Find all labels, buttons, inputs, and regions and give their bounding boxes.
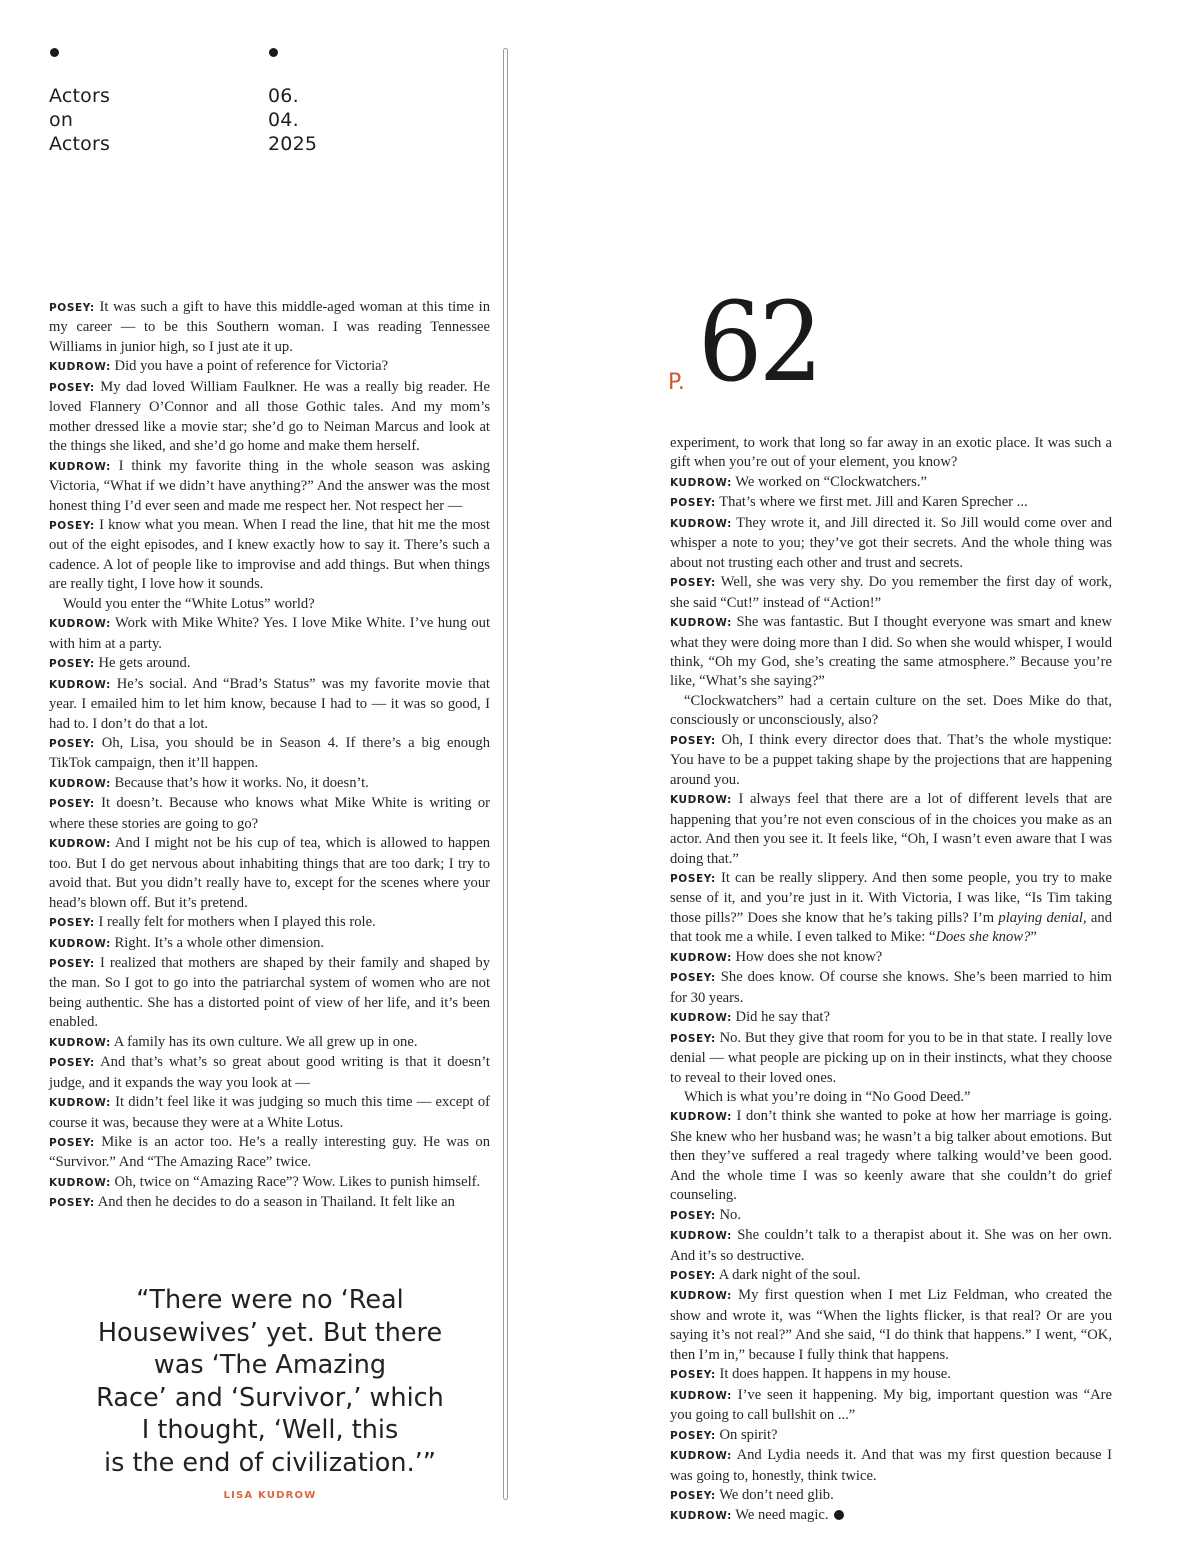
dialogue-text: We need magic. [731,1507,829,1524]
pull-quote-attribution: LISA KUDROW [223,1490,317,1501]
dialogue-paragraph [49,675,490,734]
speaker-label: POSEY: [670,1270,716,1283]
speaker-label: POSEY: [670,1209,716,1222]
speaker-label: KUDROW: [49,678,111,691]
dialogue-text: My first question when I met Liz Feldman, who created the show and wrote it, was “When the lights flicker, is that real? Or are you saying it’s not real?” And she said, “I do think that happens.” I went, “OK, then I’m in,” because I fully think that happens. [670,1287,1112,1363]
speaker-label: POSEY: [49,302,95,314]
section-title-line: on [49,109,74,131]
dialogue-text: I really felt for mothers when I played this role. [94,914,376,931]
header-bullet-left [50,48,59,57]
dialogue-paragraph [49,1053,490,1093]
interview-column-right [670,434,1112,1527]
dialogue-paragraph [670,790,1112,869]
dialogue-text: Right. It’s a whole other dimension. [110,934,325,951]
speaker-label: POSEY: [49,798,95,811]
dialogue-paragraph [670,493,1112,513]
pull-quote-line: is the end of civilization.’” [104,1447,436,1478]
dialogue-text: Mike is an actor too. He’s a really interesting guy. He was on “Survivor.” And “The Amazing Race” twice. [49,1134,490,1171]
dialogue-text: Oh, twice on “Amazing Race”? Wow. Likes to punish himself. [110,1173,481,1190]
dialogue-text: It can be really slippery. And then some people, you try to make sense of it, and you’re just in it. With Victoria, I was like, “Is Tim taking those pills?” Does she know that he’s taking pills? I’m [670,869,1112,926]
speaker-label: KUDROW: [49,777,111,790]
dialogue-paragraph [670,1029,1112,1088]
dialogue-paragraph [670,1365,1112,1385]
speaker-label: KUDROW: [670,951,732,964]
speaker-label: POSEY: [670,972,716,985]
speaker-label: POSEY: [670,1490,716,1503]
dialogue-paragraph [670,1486,1112,1506]
speaker-label: KUDROW: [670,517,732,530]
dialogue-paragraph [49,774,490,794]
end-mark-icon [834,1510,844,1520]
dialogue-paragraph [49,1193,490,1213]
dialogue-text: They wrote it, and Jill directed it. So Jill would come over and whisper a note to you; they’ve got their secrets. And the whole thing was about not trusting each other and trust and secrets. [670,514,1112,571]
dialogue-text: My dad loved William Faulkner. He was a really big reader. He loved Flannery O’Connor and all those Gothic tales. And my mom’s mother dressed like a movie star; she’d go to Neiman Marcus and look at the things she liked, and she’d go home and make them herself. [49,378,490,455]
dialogue-text: Did he say that? [731,1009,830,1026]
dialogue-paragraph [49,934,490,954]
dialogue-text: I realized that mothers are shaped by their family and shaped by the man. So I got to go into the patriarchal system of women who are not being authentic. She has a distorted point of view of her life, and it’s been enabled. [49,954,490,1031]
dialogue-text: I’ve seen it happening. My big, important question was “Are you going to call bullshit on ...” [670,1386,1112,1424]
speaker-label: POSEY: [670,1429,716,1442]
dialogue-paragraph [670,869,1112,948]
speaker-label: POSEY: [49,519,95,532]
dialogue-paragraph [49,614,490,654]
dialogue-text: No. [715,1206,741,1223]
dialogue-text: She does know. Of course she knows. She’s been married to him for 30 years. [670,969,1112,1006]
dialogue-text: We don’t need glib. [715,1487,834,1504]
dialogue-text: It was such a gift to have this middle-aged woman at this time in my career — to be this Southern woman. I was reading Tennessee Williams in junior high, so I just ate it up. [49,299,490,355]
pull-quote-line: Race’ and ‘Survivor,’ which [96,1382,444,1413]
dialogue-text: I don’t think she wanted to poke at how her marriage is going. She knew who her husband was; he wasn’t a big talker about emotions. But then they’ve suffered a real tragedy where talking would’ve been good. And the whole time I was so keenly aware that she couldn’t do grief counseling. [670,1108,1112,1204]
dialogue-paragraph [49,357,490,377]
dialogue-text: Which is what you’re doing in “No Good Deed.” [684,1088,971,1105]
speaker-label: KUDROW: [670,1111,732,1124]
speaker-label: KUDROW: [49,937,111,950]
dialogue-text: She was fantastic. But I thought everyone was smart and knew what they were doing more than I did. So when she would whisper, I would think, “Oh my God, she’s creating the same atmosphere.” Because you’re like, “What’s she saying?” [670,614,1113,690]
dialogue-paragraph [49,1173,490,1193]
dialogue-paragraph [670,613,1112,692]
dialogue-paragraph [49,913,490,933]
section-title-line: Actors [49,133,111,155]
interviewer-question [670,1088,1112,1107]
dialogue-text: A dark night of the soul. [715,1267,861,1284]
dialogue-paragraph [49,1093,490,1133]
dialogue-paragraph [49,1133,490,1173]
speaker-label: POSEY: [49,737,95,750]
column-divider [503,48,508,1500]
speaker-label: KUDROW: [49,1176,111,1189]
dialogue-paragraph [670,731,1112,790]
dialogue-text: No. But they give that room for you to be in that state. I really love denial — what people are picking up on in their instincts, what they choose to reveal to their loved ones. [670,1029,1112,1086]
dialogue-paragraph [670,1008,1112,1028]
dialogue-paragraph [670,1506,1112,1526]
speaker-label: KUDROW: [670,1450,732,1463]
dialogue-paragraph [670,573,1112,613]
speaker-label: KUDROW: [49,1097,111,1110]
speaker-label: KUDROW: [670,617,732,630]
dialogue-paragraph [49,457,490,516]
interview-column-left [49,298,490,1214]
dialogue-paragraph [670,473,1112,493]
dialogue-paragraph [670,1386,1112,1426]
speaker-label: KUDROW: [670,1510,732,1523]
dialogue-paragraph [49,298,490,357]
page-label: P. [668,370,685,395]
speaker-label: POSEY: [670,734,716,747]
speaker-label: POSEY: [49,1197,95,1210]
dialogue-paragraph [670,514,1112,573]
section-title [49,84,110,156]
pull-quote-line: Housewives’ yet. But there [97,1317,443,1348]
dialogue-text: And that’s what’s so great about good writing is that it doesn’t judge, and it expands the way you look at — [49,1054,490,1091]
speaker-label: POSEY: [49,658,95,671]
dialogue-paragraph [49,794,490,834]
dialogue-text: , and that took me a while. I even talked to Mike: “ [670,909,1112,946]
dialogue-text: Work with Mike White? Yes. I love Mike White. I’ve hung out with him at a party. [49,615,490,652]
pull-quote [60,1284,480,1479]
speaker-label: POSEY: [49,957,95,970]
issue-date-line: 06. [268,85,299,107]
speaker-label: KUDROW: [670,794,732,807]
section-title-line: Actors [49,85,111,107]
dialogue-text: Did you have a point of reference for Victoria? [110,358,389,375]
speaker-label: KUDROW: [670,1389,732,1402]
dialogue-text: Well, she was very shy. Do you remember the first day of work, she said “Cut!” instead of “Action!” [670,574,1112,611]
dialogue-text: She couldn’t talk to a therapist about it. She was on her own. And it’s so destructive. [670,1227,1112,1264]
dialogue-paragraph [49,954,490,1033]
pull-quote-line: “There were no ‘Real [136,1285,404,1315]
speaker-label: KUDROW: [49,460,111,473]
dialogue-text: And then he decides to do a season in Thailand. It felt like an [94,1194,455,1211]
dialogue-paragraph [670,1426,1112,1446]
interviewer-question [670,692,1112,731]
dialogue-text: Would you enter the “White Lotus” world? [63,595,315,612]
dialogue-text: And I might not be his cup of tea, which is allowed to happen too. But I do get nervous about inhabiting things that are too dark; I try to avoid that. But you didn’t really have to, except for the scenes where your head’s blown off. But it’s pretend. [49,835,490,911]
speaker-label: KUDROW: [670,1012,732,1025]
dialogue-text: It didn’t feel like it was judging so much this time — except of course it was, because they were at a White Lotus. [49,1094,490,1131]
pull-quote-line: I thought, ‘Well, this [141,1415,399,1445]
speaker-label: KUDROW: [670,1230,732,1243]
dialogue-paragraph [49,378,490,457]
dialogue-text: Oh, Lisa, you should be in Season 4. If there’s a big enough TikTok campaign, then it’ll happen. [49,734,490,772]
dialogue-text: ” [1030,929,1037,946]
speaker-label: POSEY: [49,1137,95,1150]
dialogue-text: That’s where we first met. Jill and Karen Sprecher ... [715,494,1028,511]
dialogue-text: He’s social. And “Brad’s Status” was my favorite movie that year. I emailed him to let him know, because I had to — it was so good, I had to. I don’t do that a lot. [49,675,490,732]
dialogue-paragraph [670,1107,1112,1205]
dialogue-text: I always feel that there are a lot of different levels that are happening that you’re not even conscious of in the choices you make as an actor. And then you see it. It feels like, “Oh, I wasn’t even aware that I was doing that.” [670,791,1112,867]
dialogue-text: It doesn’t. Because who knows what Mike White is writing or where these stories are going to go? [49,795,490,832]
dialogue-text: Because that’s how it works. No, it doesn’t. [110,774,369,791]
dialogue-text: He gets around. [94,655,191,672]
dialogue-paragraph [670,1226,1112,1266]
dialogue-paragraph [49,516,490,595]
dialogue-text: On spirit? [715,1426,778,1443]
dialogue-text: A family has its own culture. We all grew up in one. [110,1033,418,1050]
speaker-label: KUDROW: [49,1036,111,1049]
speaker-label: KUDROW: [49,361,111,374]
speaker-label: POSEY: [670,497,716,510]
speaker-label: KUDROW: [670,476,732,489]
issue-date [268,84,317,156]
dialogue-text: And Lydia needs it. And that was my first question because I was going to, honestly, think twice. [670,1447,1112,1484]
dialogue-text: “Clockwatchers” had a certain culture on the set. Does Mike do that, consciously or unconsciously, also? [670,692,1112,729]
speaker-label: KUDROW: [49,618,111,631]
interviewer-question [49,595,490,614]
issue-date-line: 04. [268,109,299,131]
page-number-value: 62 [698,278,820,406]
dialogue-paragraph [670,1286,1112,1365]
dialogue-text: How does she not know? [731,948,883,965]
interviewer-question [670,434,1112,473]
speaker-label: POSEY: [670,1032,716,1045]
dialogue-text: Oh, I think every director does that. That’s the whole mystique: You have to be a puppet taking shape by the projections that are happening around you. [670,731,1112,788]
speaker-label: POSEY: [670,1369,716,1382]
dialogue-text: We worked on “Clockwatchers.” [731,473,927,490]
dialogue-paragraph [670,1446,1112,1486]
dialogue-text: I know what you mean. When I read the line, that hit me the most out of the eight episodes, and I knew exactly how to say it. There’s such a cadence. A lot of people like to improvise and add things. But when things are really tight, I love how it sounds. [49,516,490,593]
dialogue-text: I think my favorite thing in the whole season was asking Victoria, “What if we didn’t have anything?” And the answer was the most honest thing I’d ever seen and made me respect her. Not respect her — [49,457,490,514]
header-bullet-right [269,48,278,57]
dialogue-paragraph [670,1266,1112,1286]
dialogue-paragraph [49,734,490,774]
dialogue-paragraph [49,1033,490,1053]
dialogue-paragraph [670,948,1112,968]
dialogue-paragraph [670,1206,1112,1226]
dialogue-paragraph [670,968,1112,1008]
speaker-label: KUDROW: [670,1290,732,1303]
speaker-label: POSEY: [670,872,716,885]
speaker-label: POSEY: [49,1057,95,1070]
speaker-label: POSEY: [670,577,716,590]
emphasis-text: Does she know? [935,929,1031,946]
dialogue-paragraph [49,654,490,674]
speaker-label: POSEY: [49,917,95,930]
dialogue-text: experiment, to work that long so far away in an exotic place. It was such a gift when you’re out of your element, you know? [670,435,1112,471]
issue-date-line: 2025 [268,133,318,155]
pull-quote-line: was ‘The Amazing [153,1350,387,1380]
dialogue-text: It does happen. It happens in my house. [715,1366,951,1383]
emphasis-text: playing denial [998,909,1083,926]
speaker-label: POSEY: [49,381,95,394]
speaker-label: KUDROW: [49,838,111,851]
dialogue-paragraph [49,834,490,913]
